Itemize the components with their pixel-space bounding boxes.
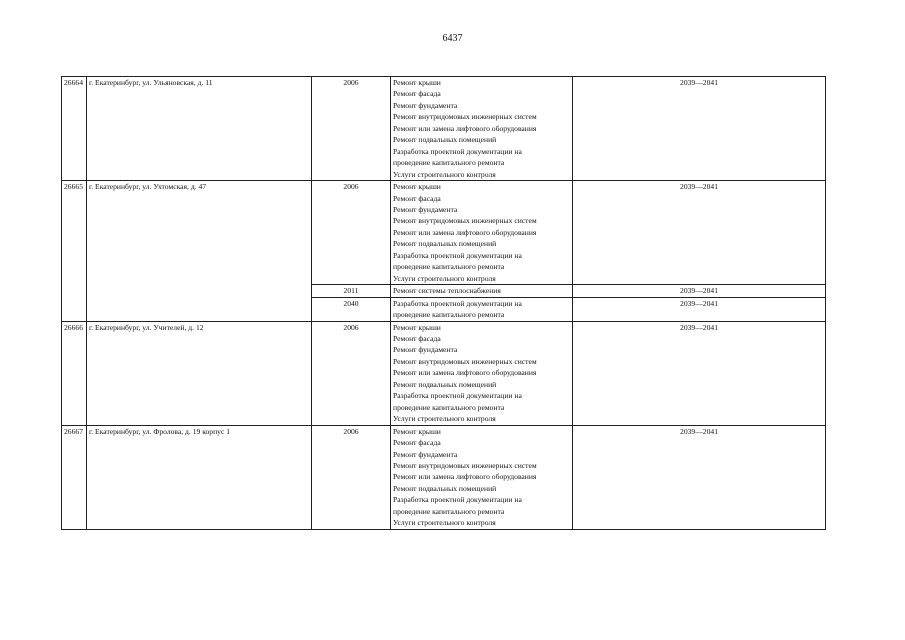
work-item: Услуги строительного контроля xyxy=(393,169,496,179)
period-cell: 2039—2041 xyxy=(573,77,826,181)
work-item: Разработка проектной документации на xyxy=(393,250,522,260)
work-item: Ремонт фундамента xyxy=(393,100,458,110)
year-cell: 2006 xyxy=(312,321,391,425)
building-address: г. Екатеринбург, ул. Фролова, д. 19 корпус 1 xyxy=(87,425,312,529)
period-cell: 2039—2041 xyxy=(573,285,826,297)
work-item: Ремонт подвальных помещений xyxy=(393,483,497,493)
work-item: Ремонт фасада xyxy=(393,438,441,448)
work-list-cell xyxy=(391,285,573,297)
work-item: Ремонт фундамента xyxy=(393,204,458,214)
work-item: проведение капитального ремонта xyxy=(393,310,505,320)
work-item: Ремонт подвальных помещений xyxy=(393,379,497,389)
work-item: Ремонт системы теплоснабжения xyxy=(393,286,501,296)
work-item: проведение капитального ремонта xyxy=(393,158,505,168)
work-list-cell xyxy=(391,181,573,285)
table-row xyxy=(62,425,826,529)
work-list-cell xyxy=(391,425,573,529)
work-item: Ремонт крыши xyxy=(393,426,441,436)
table-row xyxy=(62,321,826,425)
work-item: Ремонт внутридомовых инженерных систем xyxy=(393,112,537,122)
year-cell: 2006 xyxy=(312,181,391,285)
work-list-cell xyxy=(391,321,573,425)
work-item: проведение капитального ремонта xyxy=(393,262,505,272)
work-item: Ремонт или замена лифтового оборудования xyxy=(393,227,537,237)
work-list-cell xyxy=(391,77,573,181)
work-item: Ремонт подвальных помещений xyxy=(393,135,497,145)
page-number: 6437 xyxy=(442,33,463,44)
year-cell: 2011 xyxy=(312,285,391,297)
work-item: проведение капитального ремонта xyxy=(393,402,505,412)
work-item: Разработка проектной документации на xyxy=(393,391,522,401)
work-item: Ремонт или замена лифтового оборудования xyxy=(393,472,537,482)
period-cell: 2039—2041 xyxy=(573,321,826,425)
work-item: Ремонт крыши xyxy=(393,322,441,332)
work-item: Ремонт фундамента xyxy=(393,345,458,355)
work-item: Разработка проектной документации на xyxy=(393,146,522,156)
building-id: 26664 xyxy=(62,77,87,181)
table-row xyxy=(62,181,826,285)
work-item: Ремонт крыши xyxy=(393,182,441,192)
building-id: 26665 xyxy=(62,181,87,321)
work-item: Ремонт внутридомовых инженерных систем xyxy=(393,356,537,366)
repair-schedule-table xyxy=(61,76,826,530)
work-item: Ремонт фасада xyxy=(393,333,441,343)
work-item: Услуги строительного контроля xyxy=(393,518,496,528)
work-item: Услуги строительного контроля xyxy=(393,414,496,424)
period-cell: 2039—2041 xyxy=(573,297,826,321)
work-item: Ремонт внутридомовых инженерных систем xyxy=(393,216,537,226)
work-item: Ремонт или замена лифтового оборудования xyxy=(393,123,537,133)
work-item: Ремонт или замена лифтового оборудования xyxy=(393,368,537,378)
work-item: Ремонт фасада xyxy=(393,193,441,203)
work-item: Услуги строительного контроля xyxy=(393,273,496,283)
year-cell: 2006 xyxy=(312,77,391,181)
year-cell: 2006 xyxy=(312,425,391,529)
work-item: Ремонт внутридомовых инженерных систем xyxy=(393,460,537,470)
work-item: Ремонт крыши xyxy=(393,78,441,87)
building-address: г. Екатеринбург, ул. Ульяновская, д. 11 xyxy=(87,77,312,181)
building-address: г. Екатеринбург, ул. Учителей, д. 12 xyxy=(87,321,312,425)
table-row xyxy=(62,77,826,181)
period-cell: 2039—2041 xyxy=(573,425,826,529)
work-item: Разработка проектной документации на xyxy=(393,298,522,308)
work-list-cell xyxy=(391,297,573,321)
work-item: проведение капитального ремонта xyxy=(393,506,505,516)
work-item: Ремонт подвальных помещений xyxy=(393,239,497,249)
building-address: г. Екатеринбург, ул. Ухтомская, д. 47 xyxy=(87,181,312,321)
building-id: 26667 xyxy=(62,425,87,529)
work-item: Ремонт фундамента xyxy=(393,449,458,459)
period-cell: 2039—2041 xyxy=(573,181,826,285)
work-item: Разработка проектной документации на xyxy=(393,495,522,505)
building-id: 26666 xyxy=(62,321,87,425)
table-body xyxy=(62,77,826,530)
work-item: Ремонт фасада xyxy=(393,89,441,99)
year-cell: 2040 xyxy=(312,297,391,321)
